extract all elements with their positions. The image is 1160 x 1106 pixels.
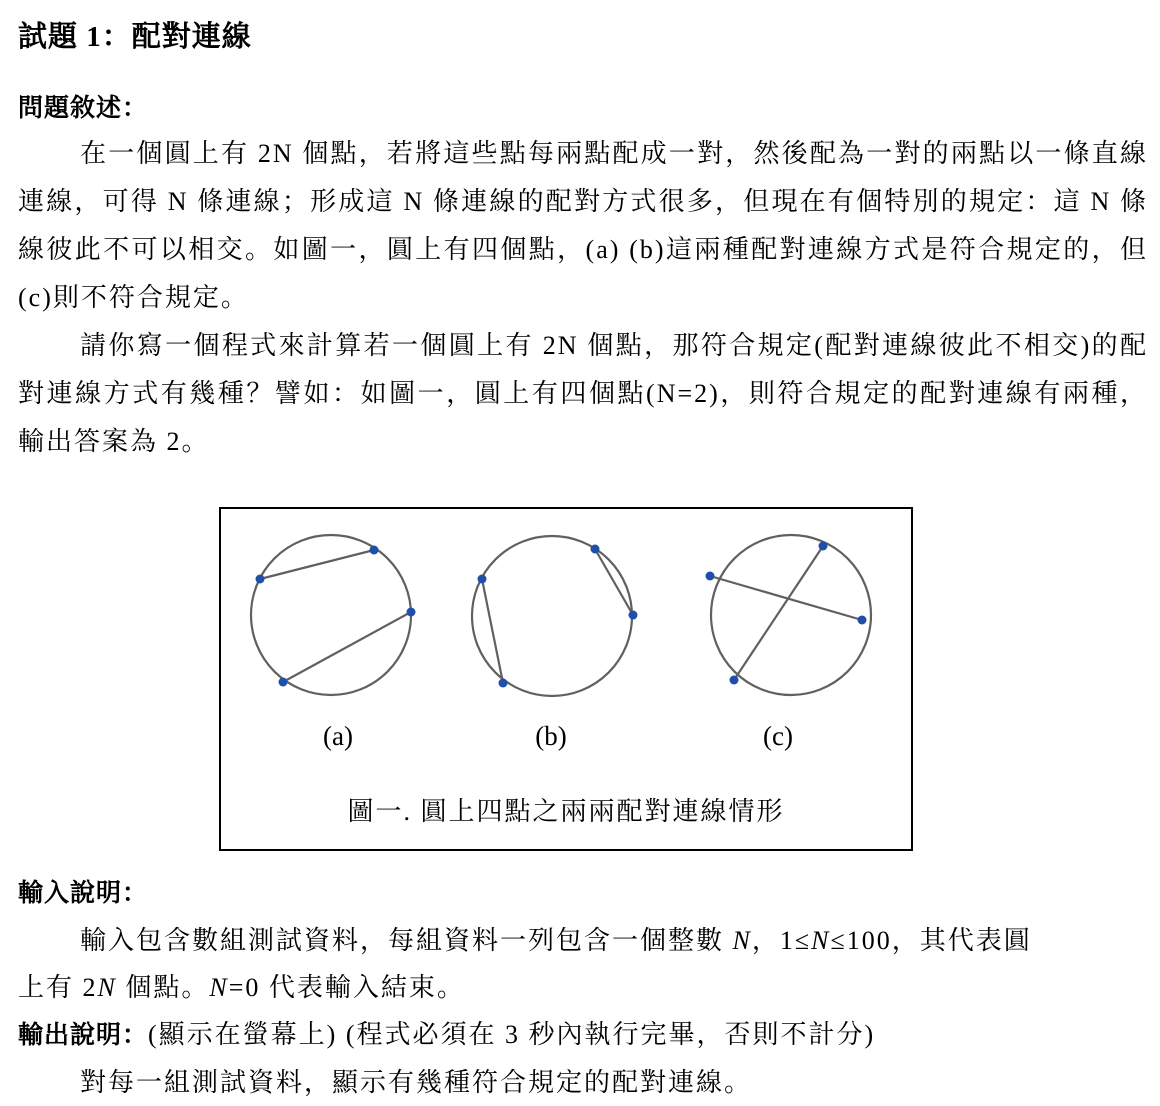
output-heading: 輸出說明： [18, 1022, 149, 1049]
diagram-b [472, 536, 638, 696]
chord-c-2 [734, 546, 823, 680]
input-line2-var2: N [209, 973, 229, 1002]
problem-paragraph-2: 請你寫一個程式來計算若一個圓上有 2N 個點，那符合規定(配對連線彼此不相交)的配對連線方式有幾種？譬如：如圖一，圓上有四個點(N=2)，則符合規定的配對連線有兩種，輸出答案為 2。 [18, 331, 1149, 456]
input-line-1 [80, 920, 1032, 957]
figure-1 [219, 507, 913, 851]
figure-label-c: (c) [763, 721, 793, 751]
input-line2-text-2: 個點。 [116, 973, 210, 1002]
point-a-1 [256, 575, 265, 584]
input-line-2 [18, 967, 465, 1004]
point-c-2 [819, 542, 828, 551]
problem-title: 試題 1：配對連線 [18, 21, 252, 53]
problem-paragraph-1: 在一個圓上有 2N 個點，若將這些點每兩點配成一對，然後配為一對的兩點以一條直線連線，可得 N 條連線；形成這 N 條連線的配對方式很多，但現在有個特別的規定：這 N 條線彼此不可以相交。如圖一，圓上有四個點，(a) (b)這兩種配對連線方式是符合規定的，但(c)則不符合規定。 [18, 139, 1148, 312]
input-text-3: ≤100，其代表圓 [830, 926, 1032, 955]
point-b-1 [478, 575, 487, 584]
input-var-n: N [732, 926, 752, 955]
chord-a-1 [260, 550, 374, 579]
point-c-3 [858, 616, 867, 625]
figure-label-a: (a) [323, 721, 353, 751]
point-c-4 [730, 676, 739, 685]
input-text-2: ，1≤ [751, 926, 812, 955]
input-var-n2: N [811, 926, 831, 955]
output-text: 對每一組測試資料，顯示有幾種符合規定的配對連線。 [80, 1068, 753, 1097]
point-a-4 [279, 678, 288, 687]
figure-caption: 圖一. 圓上四點之兩兩配對連線情形 [347, 797, 785, 826]
point-b-3 [629, 611, 638, 620]
diagram-c [706, 535, 872, 695]
input-line2-var: N [97, 973, 117, 1002]
point-b-4 [499, 679, 508, 688]
circle-a [251, 535, 411, 695]
input-heading: 輸入說明： [18, 880, 149, 907]
chord-b-1 [482, 579, 503, 683]
output-heading-note: (顯示在螢幕上) (程式必須在 3 秒內執行完畢，否則不計分) [148, 1020, 876, 1049]
problem-heading: 問題敘述： [18, 95, 149, 122]
diagram-a [251, 535, 416, 695]
point-a-3 [407, 608, 416, 617]
input-line2-text-3: =0 代表輸入結束。 [228, 973, 465, 1002]
input-line2-text-1: 上有 2 [18, 973, 98, 1002]
chord-a-2 [283, 612, 411, 682]
circle-b [472, 536, 632, 696]
point-b-2 [591, 545, 600, 554]
output-heading-line [18, 1014, 875, 1051]
input-text-1: 輸入包含數組測試資料，每組資料一列包含一個整數 [80, 926, 733, 955]
point-a-2 [370, 546, 379, 555]
figure-label-b: (b) [535, 721, 567, 751]
chord-c-1 [710, 576, 862, 620]
point-c-1 [706, 572, 715, 581]
chord-b-2 [595, 549, 633, 615]
